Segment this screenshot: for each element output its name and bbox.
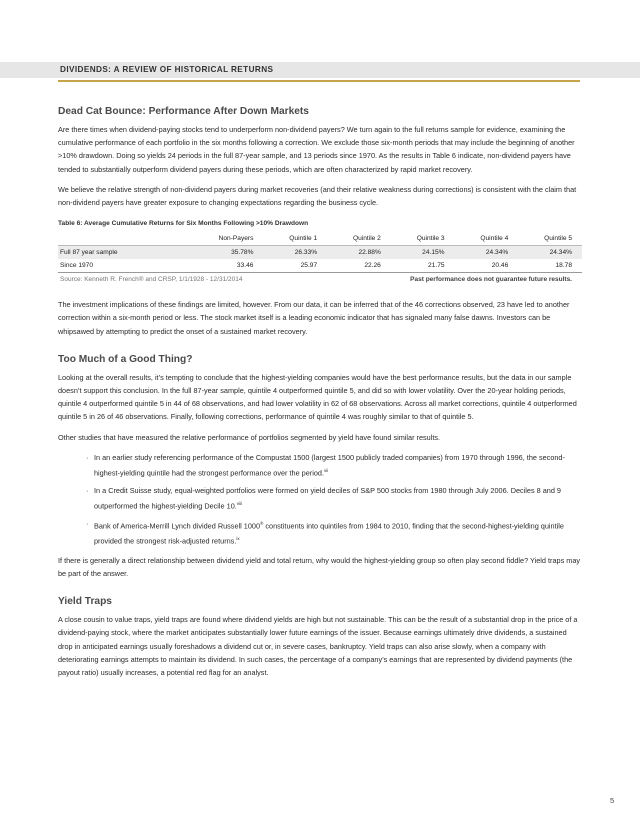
section-heading-yield-traps: Yield Traps: [58, 596, 112, 608]
table-cell: 24.34%: [518, 246, 582, 260]
table-cell: 21.75: [391, 259, 455, 273]
table-source: Source: Kenneth R. French® and CRSP, 1/1/1928 - 12/31/2014: [60, 276, 243, 284]
table-header-row: [58, 232, 582, 246]
list-item-text: Bank of America-Merrill Lynch divided Russell 1000: [94, 520, 261, 530]
spacer: [58, 290, 582, 298]
list-item-text: constituents into quintiles from 1984 to 2010, finding that the second-highest-yielding quintile provided the strongest risk-adjusted returns.: [94, 520, 564, 546]
bullet-list: [58, 451, 582, 548]
endnote-ref: viii: [236, 500, 243, 506]
table-title: Table 6: Average Cumulative Returns for Six Months Following >10% Drawdown: [58, 220, 309, 228]
table-cell: 22.88%: [327, 246, 391, 260]
list-item: [86, 451, 582, 480]
table-cell: 24.34%: [455, 246, 519, 260]
list-item-text: In a Credit Suisse study, equal-weighted portfolios were formed on yield deciles of S&P 500 stocks from 1980 through July 2006. Deciles 8 and 9 outperformed the highest-yielding Decile 10.: [94, 485, 561, 511]
endnote-ref: ix: [236, 536, 240, 542]
table-cell: 20.46: [455, 259, 519, 273]
table-header-cell: Quintile 3: [391, 232, 455, 246]
table-header-cell: Quintile 1: [263, 232, 327, 246]
table-cell: 35.78%: [188, 246, 263, 260]
paragraph: If there is generally a direct relationship between dividend yield and total return, why would the highest-yielding group so often play second fiddle? Yield traps may be part of the answer.: [58, 555, 581, 578]
table-row-label: Full 87 year sample: [58, 246, 188, 260]
performance-disclaimer: Past performance does not guarantee future results.: [410, 276, 572, 284]
table-header-cell: Quintile 2: [327, 232, 391, 246]
table-cell: 26.33%: [263, 246, 327, 260]
paragraph: Are there times when dividend-paying stocks tend to underperform non-dividend payers? We turn again to the full returns sample for evidence, examining the cumulative performance of each portfolio in the six months following a correction. We exclude those six-month periods that may include the beginning of another >10% drawdown. Doing so yields 24 periods in the full 87-year sample, and 13 periods since 1970. As the results in Table 6 indicate, non-dividend payers have tended to substantially outperform dividend payers during these periods, which are often characterized by rapid market recovery.: [58, 125, 575, 174]
table-cell: 24.15%: [391, 246, 455, 260]
registered-mark: ®: [260, 520, 264, 526]
spacer: [58, 345, 582, 354]
list-item: [86, 484, 582, 513]
returns-table: [58, 232, 582, 273]
table-footer: [58, 276, 582, 290]
list-item: [86, 517, 582, 548]
table-header-cell: Quintile 4: [455, 232, 519, 246]
paragraph: We believe the relative strength of non-dividend payers during market recoveries (and their relative weakness during corrections) is consistent with the claim that non-dividend payers have greater exposure to changing expectations regarding the business cycle.: [58, 184, 577, 208]
table-row: [58, 259, 582, 273]
paragraph: The investment implications of these findings are limited, however. From our data, it can be inferred that of the 46 corrections observed, 23 have led to another correction within a six-month period or less. The stock market itself is a leading economic indicator that has signaled many false dawns. Investors can be whipsawed by attempting to predict the onset of a sustained market recovery.: [58, 300, 570, 336]
spacer: [58, 587, 582, 596]
list-item-text: In an earlier study referencing performance of the Compustat 1500 (largest 1500 publicly traded companies) from 1970 through 1996, the second-highest-yielding quintile had the strongest performance over the period.: [94, 452, 565, 478]
table-header-cell: Non-Payers: [188, 232, 263, 246]
table-header-cell: [58, 232, 188, 246]
document-header-title: DIVIDENDS: A REVIEW OF HISTORICAL RETURNS: [60, 65, 274, 74]
table-row: [58, 246, 582, 260]
page-number: 5: [610, 796, 615, 805]
page-content: [58, 106, 582, 686]
table-row-label: Since 1970: [58, 259, 188, 273]
section-heading-dead-cat-bounce: Dead Cat Bounce: Performance After Down Markets: [58, 106, 309, 117]
section-heading-too-much: Too Much of a Good Thing?: [58, 353, 193, 365]
table-header-cell: Quintile 5: [518, 232, 582, 246]
endnote-ref: vii: [324, 468, 329, 474]
header-divider: [58, 80, 580, 82]
table-cell: 18.78: [518, 259, 582, 273]
table-cell: 25.97: [263, 259, 327, 273]
paragraph: A close cousin to value traps, yield traps are found where dividend yields are high but not sustainable. This can be the result of a substantial drop in the price of a dividend-paying stock, where the market anticipates substantially lower future earnings of the issuer. Because earnings ultimately drive dividends, a sustained drop in anticipated earnings usually foreshadows a dividend cut or, in severe cases, bankruptcy. Yield traps can also arise slowly, when a company with deteriorating earnings attempts to maintain its dividend. In such cases, the percentage of a company’s earnings that are represented by dividend payments (the payout ratio) usually increases, a potential red flag for an analyst.: [58, 615, 578, 677]
table-cell: 22.26: [327, 259, 391, 273]
table-cell: 33.46: [188, 259, 263, 273]
paragraph: Other studies that have measured the relative performance of portfolios segmented by yield have found similar results.: [58, 432, 441, 442]
paragraph: Looking at the overall results, it’s tempting to conclude that the highest-yielding companies would have the best performance results, but the data in our sample doesn’t support this conclusion. In the full 87-year sample, quintile 4 outperformed quintile 5, and did so with lower volatility. Over the 20-year holding periods, quintile 4 outperformed quintile 5 in 44 of 68 observations, and had lower volatility in 62 of 68 observations. Across all market corrections, quintile 4 outperformed quintile 5 in 26 of 46 observations. Finally, following corrections, performance of quintile 4 was roughly similar to that of quintile 5.: [58, 372, 577, 422]
